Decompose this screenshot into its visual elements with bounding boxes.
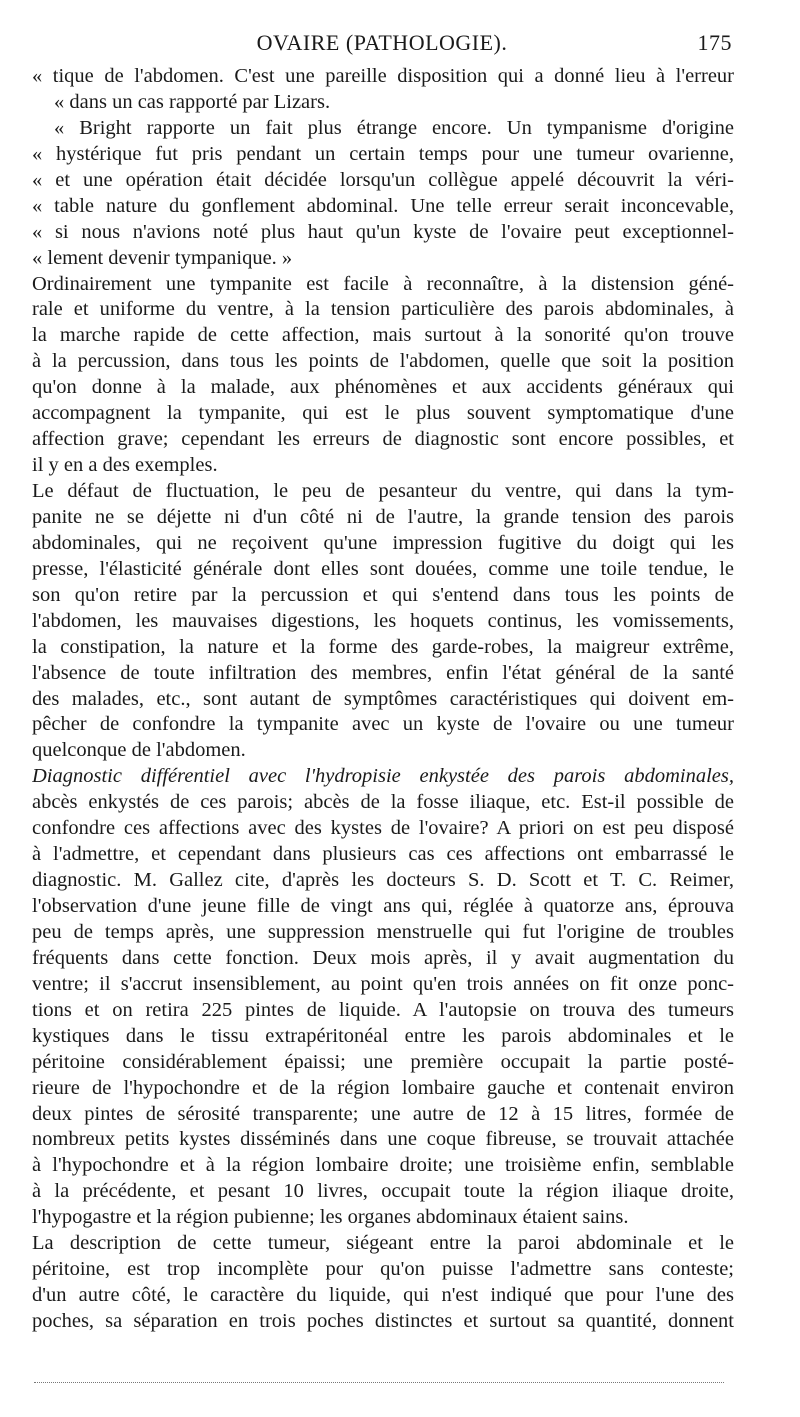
text-line: l'hypogastre et la région pubienne; les organes abdominaux étaient sains. [32,1206,629,1229]
text-line: il y en a des exemples. [32,454,218,477]
footer-rule [34,1382,724,1385]
text-line: à la précédente, et pesant 10 livres, occupait toute la région iliaque droite, [32,1180,734,1203]
text-line: à la percussion, dans tous les points de l'abdomen, quelle que soit la position [32,350,734,373]
text-line: « Bright rapporte un fait plus étrange encore. Un tympanisme d'origine [54,116,734,139]
text-line: l'absence de toute infiltration des membres, enfin l'état général de la santé [32,661,734,684]
text-line: péritoine considérablement épaissi; une première occupait la partie posté- [32,1050,734,1073]
running-title: OVAIRE (PATHOLOGIE). [256,30,508,55]
text-line: « si nous n'avions noté plus haut qu'un kyste de l'ovaire peut exceptionnel- [32,220,734,243]
text-line: « dans un cas rapporté par Lizars. [54,90,331,113]
text-line: tions et on retira 225 pintes de liquide. A l'autopsie on trouva des tumeurs [32,998,734,1021]
text-line: fréquents dans cette fonction. Deux mois après, il y avait augmentation du [32,946,734,969]
text-line: panite ne se déjette ni d'un côté ni de l'autre, la grande tension des parois [32,505,734,528]
text-line: son qu'on retire par la percussion et qui s'entend dans tous les points de [32,583,734,606]
text-line: accompagnent la tympanite, qui est le plus souvent symptomatique d'une [32,402,734,425]
text-line: peu de temps après, une suppression menstruelle qui fut l'origine de troubles [32,920,734,943]
text-line: Diagnostic différentiel avec l'hydropisie enkystée des parois abdominales, [32,765,734,788]
page-header [32,30,732,60]
text-line: confondre ces affections avec des kystes de l'ovaire? A priori on est peu disposé [32,817,734,840]
text-line: pêcher de confondre la tympanite avec un kyste de l'ovaire ou une tumeur [32,713,734,736]
text-line: affection grave; cependant les erreurs de diagnostic sont encore possibles, et [32,428,734,451]
text-line: deux pintes de sérosité transparente; une autre de 12 à 15 litres, formée de [32,1102,734,1125]
text-line: « hystérique fut pris pendant un certain temps pour une tumeur ovarienne, [32,142,734,165]
text-body [32,64,734,1335]
text-line: l'abdomen, les mauvaises digestions, les hoquets continus, les vomissements, [32,609,734,632]
text-line: « table nature du gonflement abdominal. Une telle erreur serait inconcevable, [32,194,734,217]
text-line: péritoine, est trop incomplète pour qu'on puisse l'admettre sans conteste; [32,1258,734,1281]
text-line: la constipation, la nature et la forme des garde-robes, la maigreur extrême, [32,635,734,658]
text-line: abdominales, qui ne reçoivent qu'une impression fugitive du doigt qui les [32,531,734,554]
text-line: abcès enkystés de ces parois; abcès de la fosse iliaque, etc. Est-il possible de [32,791,734,814]
text-line: La description de cette tumeur, siégeant entre la paroi abdominale et le [32,1232,734,1255]
text-line: Le défaut de fluctuation, le peu de pesanteur du ventre, qui dans la tym- [32,480,734,502]
text-line: nombreux petits kystes disséminés dans une coque fibreuse, se trouvait attachée [32,1128,734,1151]
text-line: presse, l'élasticité générale dont elles sont douées, comme une toile tendue, le [32,557,734,580]
page-number: 175 [697,30,732,55]
text-line: « et une opération était décidée lorsqu'un collègue appelé découvrit la véri- [32,168,734,191]
text-line: kystiques dans le tissu extrapéritonéal entre les parois abdominales et le [32,1024,734,1047]
text-line: Ordinairement une tympanite est facile à reconnaître, à la distension géné- [32,272,734,295]
text-line: la marche rapide de cette affection, mais surtout à la sonorité qu'on trouve [32,324,734,347]
text-line: d'un autre côté, le caractère du liquide, qui n'est indiqué que pour l'une des [32,1284,734,1307]
text-line: des malades, etc., sont autant de symptômes caractéristiques qui doivent em- [32,687,734,710]
text-line: quelconque de l'abdomen. [32,739,246,762]
text-line: diagnostic. M. Gallez cite, d'après les docteurs S. D. Scott et T. C. Reimer, [32,869,734,892]
text-line: à l'hypochondre et à la région lombaire droite; une troisième enfin, semblable [32,1154,734,1177]
text-line: rieure de l'hypochondre et de la région lombaire gauche et contenait environ [32,1076,734,1099]
text-line: « lement devenir tympanique. » [32,246,293,269]
text-line: rale et uniforme du ventre, à la tension particulière des parois abdominales, à [32,298,734,321]
text-line: ventre; il s'accrut insensiblement, au point qu'en trois années on fit onze ponc- [32,972,734,995]
text-line: à l'admettre, et cependant dans plusieurs cas ces affections ont embarrassé le [32,843,734,866]
text-line: « tique de l'abdomen. C'est une pareille disposition qui a donné lieu à l'erreur [32,65,734,87]
text-line: l'observation d'une jeune fille de vingt ans qui, réglée à quatorze ans, éprouva [32,895,734,917]
text-line: qu'on donne à la malade, aux phénomènes et aux accidents généraux qui [32,376,734,399]
text-line: poches, sa séparation en trois poches distinctes et surtout sa quantité, donnent [32,1310,734,1332]
